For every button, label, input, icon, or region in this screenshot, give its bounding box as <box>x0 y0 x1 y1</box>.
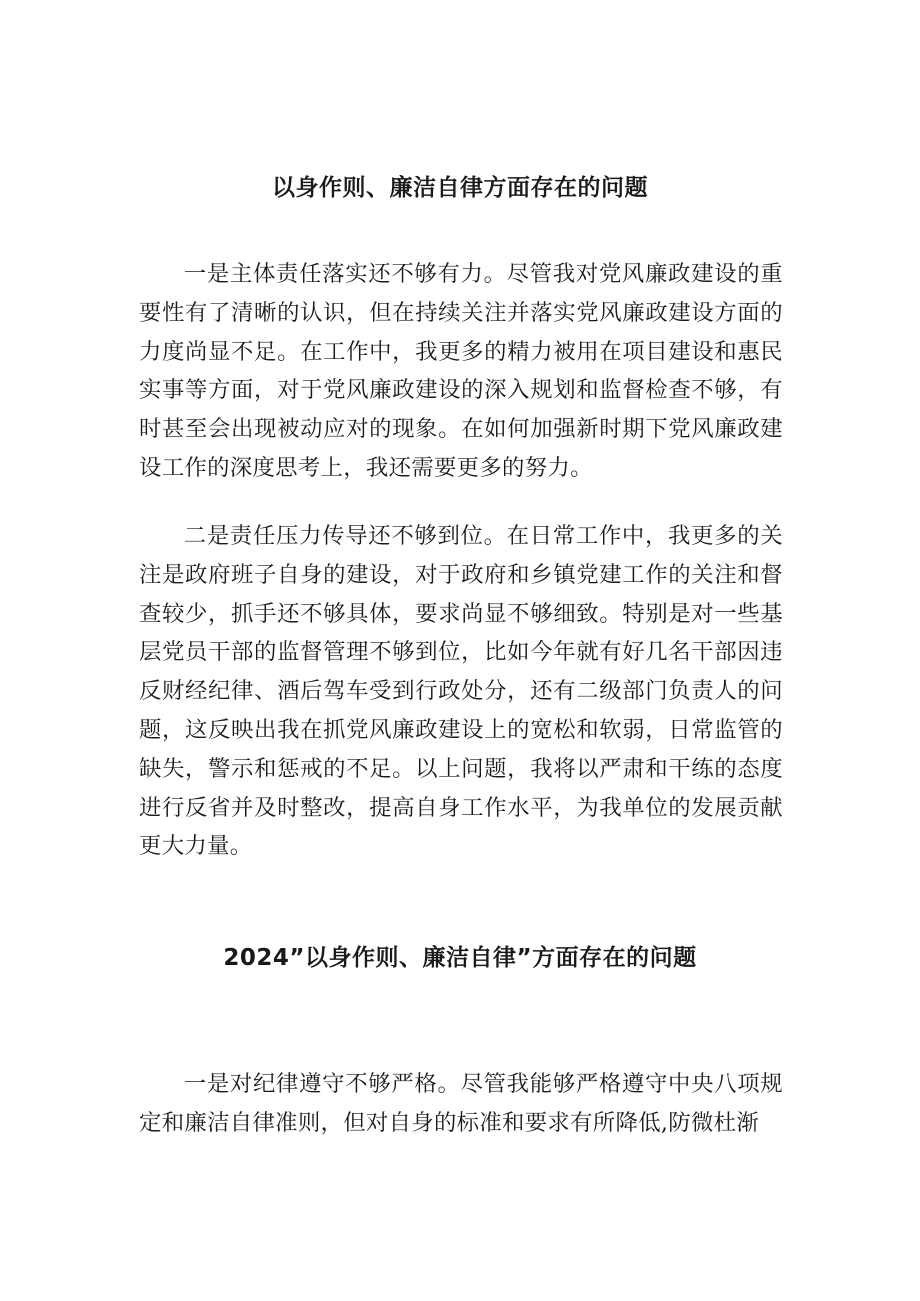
body-paragraph: 一是对纪律遵守不够严格。尽管我能够严格遵守中央八项规定和廉洁自律准则，但对自身的标准和要求有所降低,防微杜渐 <box>139 1071 783 1136</box>
body-paragraph: 二是责任压力传导还不够到位。在日常工作中，我更多的关注是政府班子自身的建设，对于政府和乡镇党建工作的关注和督查较少，抓手还不够具体，要求尚显不够细致。特别是对一些基层党员干部的监督管理不够到位，比如今年就有好几名干部因违反财经纪律、酒后驾车受到行政处分，还有二级部门负责人的问题，这反映出我在抓党风廉政建设上的宽松和软弱，日常监管的缺失，警示和惩戒的不足。以上问题，我将以严肃和干练的态度进行反省并及时整改，提高自身工作水平，为我单位的发展贡献更大力量。 <box>139 523 783 860</box>
section-title: 以身作则、廉洁自律方面存在的问题 <box>272 175 648 201</box>
section-title: 2024”以身作则、廉洁自律”方面存在的问题 <box>223 945 697 971</box>
body-paragraph: 一是主体责任落实还不够有力。尽管我对党风廉政建设的重要性有了清晰的认识，但在持续关注并落实党风廉政建设方面的力度尚显不足。在工作中，我更多的精力被用在项目建设和惠民实事等方面，对于党风廉政建设的深入规划和监督检查不够，有时甚至会出现被动应对的现象。在如何加强新时期下党风廉政建设工作的深度思考上，我还需要更多的努力。 <box>139 261 783 481</box>
